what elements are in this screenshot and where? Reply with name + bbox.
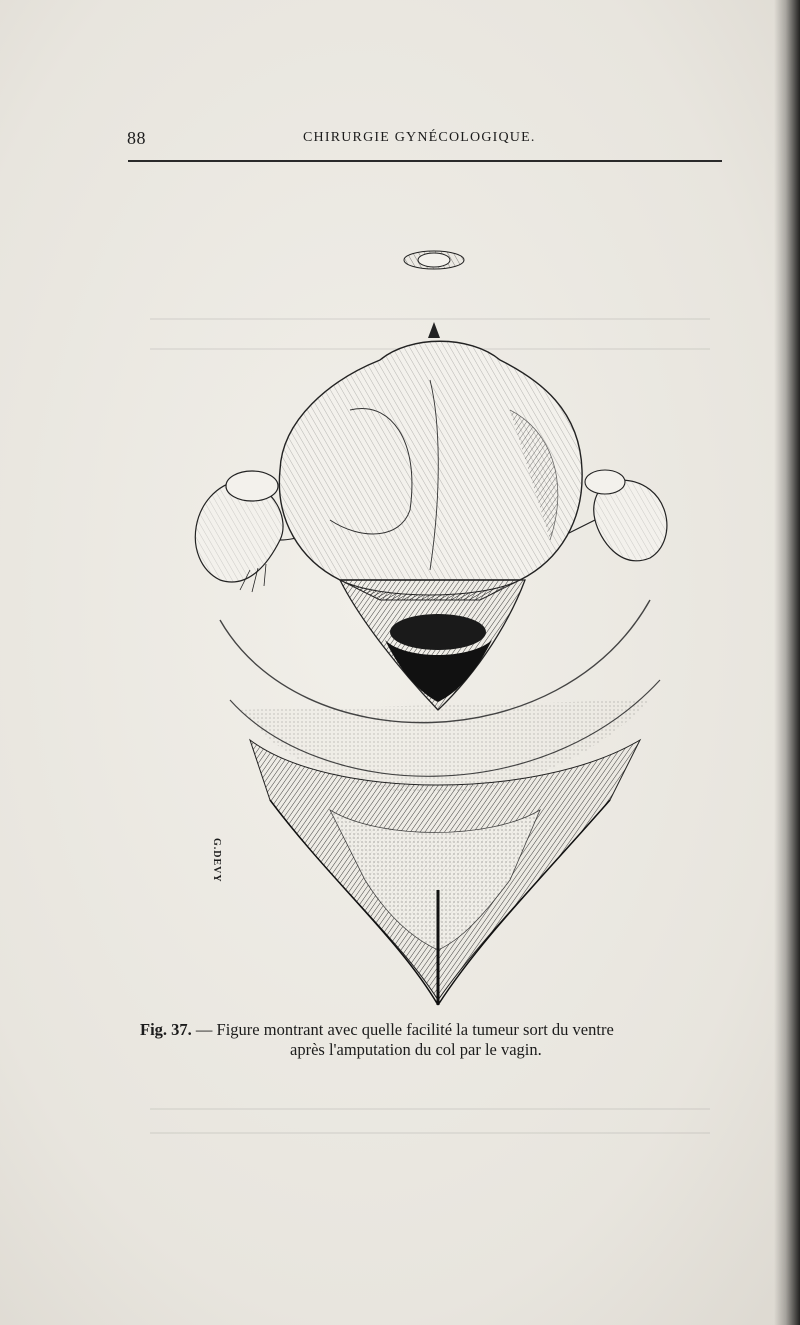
header-rule <box>128 160 722 162</box>
anatomical-engraving <box>180 240 680 1010</box>
running-head: CHIRURGIE GYNÉCOLOGIQUE. <box>303 130 536 145</box>
caption-line-2: après l'amputation du col par le vagin. <box>290 1040 542 1059</box>
umbilicus <box>404 251 464 269</box>
page-number: 88 <box>127 128 146 148</box>
figure-label: Fig. 37. <box>140 1020 192 1039</box>
show-through-line <box>150 1108 710 1110</box>
figure-caption <box>140 1020 740 1060</box>
caption-text-1: — Figure montrant avec quelle facilité la tumeur sort du ventre <box>191 1020 614 1039</box>
show-through-line <box>150 1132 710 1134</box>
uterine-tumor <box>279 322 582 600</box>
incision-opening <box>340 580 525 710</box>
engraver-signature: G.DEVY <box>211 838 222 883</box>
spine-shadow <box>774 0 800 1325</box>
caption-line-1 <box>140 1020 740 1040</box>
